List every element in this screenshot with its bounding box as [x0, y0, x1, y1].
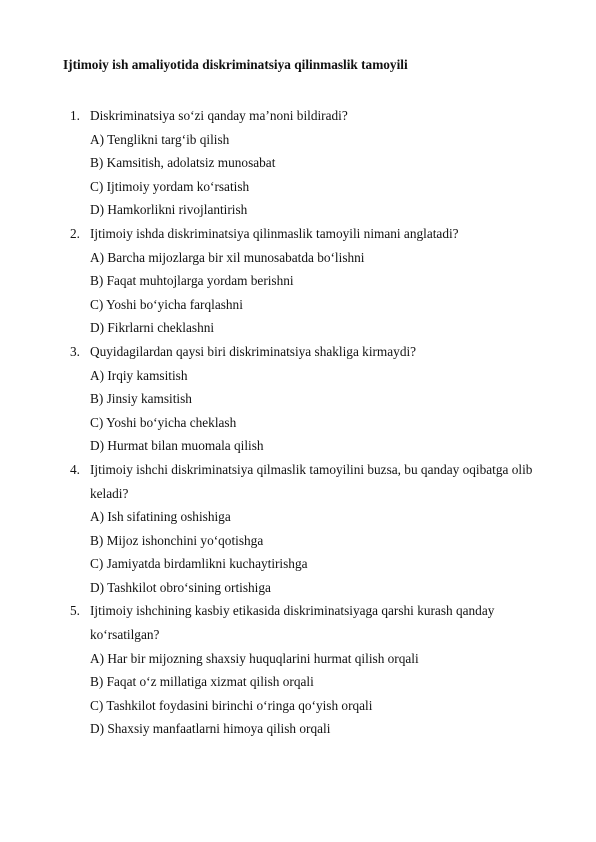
question-number: 2. [70, 225, 80, 241]
question-text: Ijtimoiy ishda diskriminatsiya qilinmaslik tamoyili nimani anglatadi? [90, 225, 459, 241]
answer-option-d: D) Hamkorlikni rivojlantirish [90, 202, 248, 218]
question-number: 5. [70, 603, 80, 619]
question-5 [70, 599, 550, 741]
answer-option-c: C) Ijtimoiy yordam ko‘rsatish [90, 178, 250, 194]
answer-option-c: C) Jamiyatda birdamlikni kuchaytirishga [90, 556, 308, 572]
question-text: Ijtimoiy ishchi diskriminatsiya qilmaslik tamoyilini buzsa, bu qanday oqibatga olib keladi? [90, 461, 533, 501]
answer-option-c: C) Yoshi bo‘yicha cheklash [90, 414, 237, 430]
answer-option-a: A) Barcha mijozlarga bir xil munosabatda bo‘lishni [90, 249, 365, 265]
answer-option-b: B) Jinsiy kamsitish [90, 391, 192, 407]
answer-option-b: B) Faqat muhtojlarga yordam berishni [90, 273, 294, 289]
answer-option-d: D) Shaxsiy manfaatlarni himoya qilish orqali [90, 721, 331, 737]
answer-option-d: D) Tashkilot obro‘sining ortishiga [90, 579, 271, 595]
question-4 [70, 458, 550, 600]
question-line [70, 458, 550, 505]
question-number: 1. [70, 108, 80, 123]
question-1 [70, 104, 550, 222]
answer-option-d: D) Hurmat bilan muomala qilish [90, 438, 264, 454]
question-3 [70, 340, 550, 458]
question-number: 3. [70, 343, 80, 359]
answer-option-c: C) Tashkilot foydasini birinchi o‘ringa qo‘yish orqali [90, 697, 373, 713]
answer-option-b: B) Faqat o‘z millatiga xizmat qilish orqali [90, 674, 314, 690]
answer-option-b: B) Kamsitish, adolatsiz munosabat [90, 155, 276, 171]
question-2 [70, 222, 550, 340]
answer-option-a: A) Ish sifatining oshishiga [90, 509, 231, 525]
question-text: Quyidagilardan qaysi biri diskriminatsiya shakliga kirmaydi? [90, 343, 417, 359]
question-list [70, 104, 550, 741]
question-line [70, 599, 550, 646]
answer-option-d: D) Fikrlarni cheklashni [90, 320, 215, 336]
answer-option-b: B) Mijoz ishonchini yo‘qotishga [90, 532, 264, 548]
question-line [70, 104, 550, 128]
answer-option-c: C) Yoshi bo‘yicha farqlashni [90, 296, 243, 312]
question-line [70, 340, 550, 364]
document-title: Ijtimoiy ish amaliyotida diskriminatsiya qilinmaslik tamoyili [63, 57, 408, 72]
answer-option-a: A) Har bir mijozning shaxsiy huquqlarini hurmat qilish orqali [90, 650, 419, 666]
answer-option-a: A) Tenglikni targ‘ib qilish [90, 131, 230, 147]
answer-option-a: A) Irqiy kamsitish [90, 367, 188, 383]
question-text: Ijtimoiy ishchining kasbiy etikasida diskriminatsiyaga qarshi kurash qanday ko‘rsatilgan? [90, 603, 495, 643]
question-line [70, 222, 550, 246]
question-text: Diskriminatsiya so‘zi qanday ma’noni bildiradi? [90, 108, 348, 123]
question-number: 4. [70, 461, 80, 477]
